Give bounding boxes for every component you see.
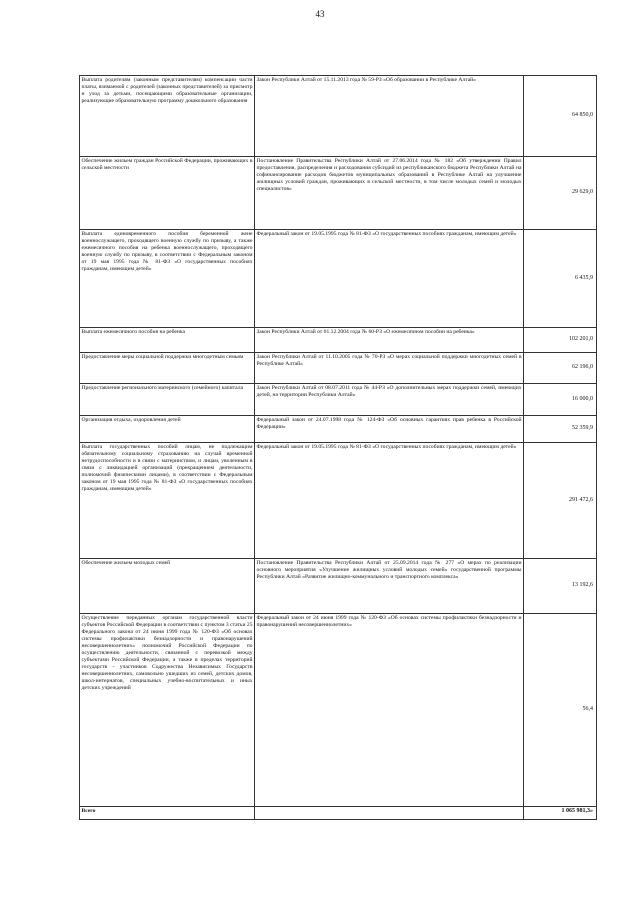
table-row: [80, 157, 597, 230]
amount-cell: 291 472,6: [524, 443, 597, 559]
legal-basis-cell: Постановление Правительства Республики Алтай от 27.06.2014 года № 182 «Об утверждении Правил предоставления, распределения и расходования субсидий из республиканского бюджета Республики Алтай на софинансирование расходов бюджетов муниципальных образований в Республике Алтай на улучшение жилищных условий граждан, проживающих в сельской местности, в том числе молодых семей и молодых специалистов»: [255, 157, 524, 230]
table-row: [80, 416, 597, 443]
total-row: [80, 807, 597, 820]
table-row: [80, 76, 597, 157]
total-amount: 1 065 981,3»: [524, 807, 597, 820]
purpose-cell: Организация отдыха, оздоровления детей: [80, 416, 255, 443]
purpose-cell: Выплата ежемесячного пособия на ребенка: [80, 328, 255, 353]
total-label: Всего: [80, 807, 255, 820]
amount-cell: 13 192,6: [524, 559, 597, 614]
purpose-cell: Выплата государственных пособий лицам, не подлежащим обязательному социальному страхованию на случай временной нетрудоспособности и в связи с материнством, и лицам, уволенным в связи с ликвидацией организаций (прекращением деятельности, полномочий физическими лицами), в соответствии с Федеральным законом от 19 мая 1995 года № 81-ФЗ «О государственных пособиях гражданам, имеющим детей»: [80, 443, 255, 559]
purpose-cell: Предоставление меры социальной поддержки многодетным семьям: [80, 353, 255, 384]
amount-cell: 64 850,0: [524, 76, 597, 157]
legal-basis-cell: Постановление Правительства Республики Алтай от 25.09.2014 года № 277 «О мерах по реализации основного мероприятия «Улучшение жилищных условий молодых семей» государственной программы Республики Алтай «Развитие жилищно-коммунального и транспортного комплекса»: [255, 559, 524, 614]
legal-basis-cell: Закон Республики Алтай от 01.12.2004 года № 60-РЗ «О ежемесячном пособии на ребенка»: [255, 328, 524, 353]
purpose-cell: Осуществление переданных органам государственной власти субъектов Российской Федерации в соответствии с пунктом 3 статьи 25 Федерального закона от 24 июня 1999 года № 120-ФЗ «Об основах системы профилактики безнадзорности и правонарушений несовершеннолетних» полномочий Российской Федерации по осуществлению деятельности, связанной с перевозкой между субъектами Российской Федерации, а также в пределах территорий государств - участников Содружества Независимых Государств несовершеннолетних, самовольно ушедших из семей, детских домов, школ-интернатов, специальных учебно-воспитательных и иных детских учреждений: [80, 614, 255, 807]
total-empty-cell: [255, 807, 524, 820]
table-row: [80, 328, 597, 353]
table-row: [80, 614, 597, 807]
legal-basis-cell: Закон Республики Алтай от 15.11.2013 года № 59-РЗ «Об образовании в Республике Алтай»: [255, 76, 524, 157]
amount-cell: 52 359,9: [524, 416, 597, 443]
table-row: [80, 230, 597, 328]
legal-basis-cell: Федеральный закон от 24 июня 1999 года № 120-ФЗ «Об основах системы профилактики безнадзорности и правонарушений несовершеннолетних»: [255, 614, 524, 807]
table-row: [80, 384, 597, 416]
amount-cell: 56,4: [524, 614, 597, 807]
amount-cell: 6 435,9: [524, 230, 597, 328]
expenditure-table: [79, 75, 597, 820]
legal-basis-cell: Федеральный закон от 24.07.1998 года № 124-ФЗ «Об основных гарантиях прав ребенка в Российской Федерации»: [255, 416, 524, 443]
table-row: [80, 353, 597, 384]
page-number: 43: [315, 9, 325, 19]
amount-cell: 16 000,0: [524, 384, 597, 416]
legal-basis-cell: Закон Республики Алтай от 11.10.2005 года № 70-РЗ «О мерах социальной поддержки многодетных семей в Республике Алтай»: [255, 353, 524, 384]
legal-basis-cell: Федеральный закон от 19.05.1995 года № 81-ФЗ «О государственных пособиях гражданам, имеющим детей»: [255, 443, 524, 559]
amount-cell: 102 201,0: [524, 328, 597, 353]
table-row: [80, 443, 597, 559]
purpose-cell: Выплата родителям (законным представителям) компенсации части платы, взимаемой с родителей (законных представителей) за присмотр и уход за детьми, посещающими образовательные организации, реализующие образовательную программу дошкольного образования: [80, 76, 255, 157]
purpose-cell: Предоставление регионального материнского (семейного) капитала: [80, 384, 255, 416]
table-row: [80, 559, 597, 614]
purpose-cell: Обеспечение жильем граждан Российской Федерации, проживающих в сельской местности: [80, 157, 255, 230]
purpose-cell: Обеспечение жильем молодых семей: [80, 559, 255, 614]
purpose-cell: Выплата единовременного пособия беременной жене военнослужащего, проходящего военную службу по призыву, а также ежемесячного пособия на ребенка военнослужащего, проходящего военную службу по призыву, в соответствии с Федеральным законом от 19 мая 1995 года № 81-ФЗ «О государственных пособиях гражданам, имеющим детей»: [80, 230, 255, 328]
legal-basis-cell: Закон Республики Алтай от 08.07.2011 года № 44-РЗ «О дополнительных мерах поддержки семей, имеющих детей, на территории Республики Алтай»: [255, 384, 524, 416]
amount-cell: 62 196,0: [524, 353, 597, 384]
amount-cell: 29 629,0: [524, 157, 597, 230]
legal-basis-cell: Федеральный закон от 19.05.1995 года № 81-ФЗ «О государственных пособиях гражданам, имеющим детей»: [255, 230, 524, 328]
